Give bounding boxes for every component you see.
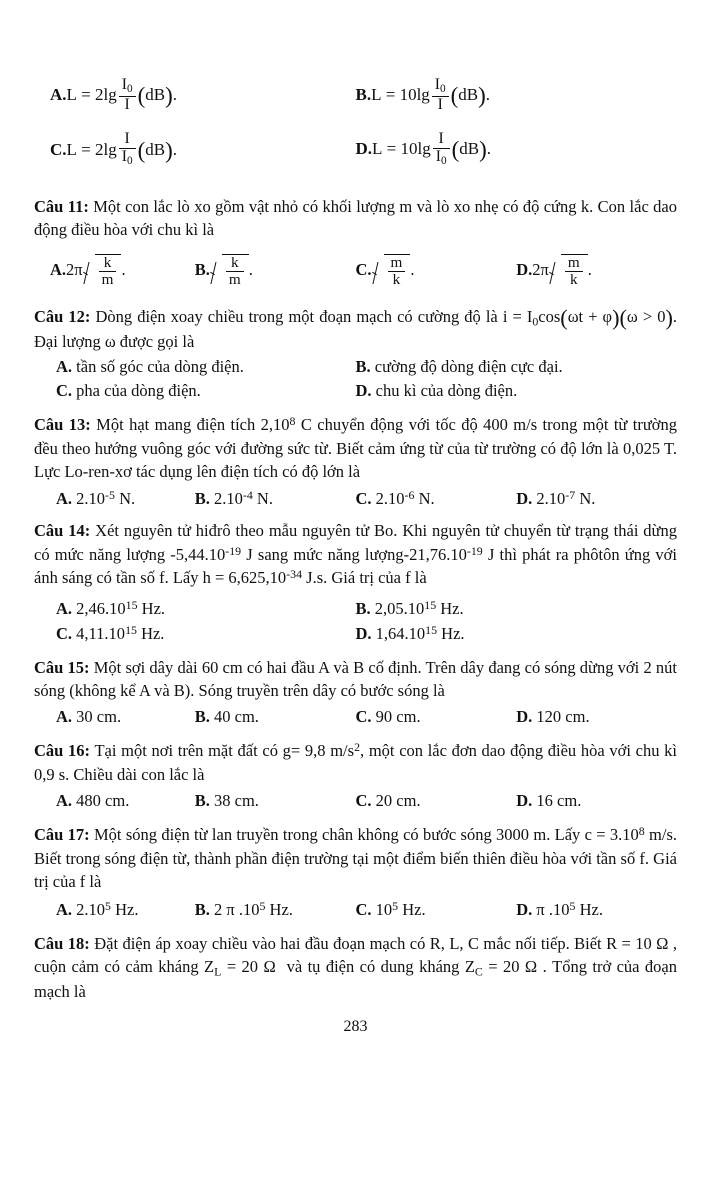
question-16-label: Câu 16: [34, 741, 91, 761]
question-17 [34, 823, 677, 893]
question-13-option-c: C. $2.10^{-6}$ N. [355, 488, 435, 509]
question-17-option-c: C. $10^5$ Hz. [355, 898, 426, 919]
question-14-label: Câu 14: [34, 521, 91, 541]
question-17-option-a: A. 2.10$^5$ Hz. [56, 898, 139, 919]
question-12-text: Dòng điện xoay chiều trong một đoạn mạch có cường độ là $i = I_0\cos(\omega t + \varphi)(\omega > 0)$. Đại lượng ω được gọi là [34, 304, 678, 351]
option-a-top: A.L = 2lg $\frac{I_0}{I}$ (dB). [50, 76, 177, 113]
question-14-options-row1 [34, 598, 677, 619]
question-16-options [34, 791, 677, 811]
question-14-option-d: D. 1,64.10$^{15}$ Hz. [355, 622, 465, 643]
question-14-option-a: A. 2,46.10$^{15}$ Hz. [56, 597, 166, 618]
question-16-option-a: A. 480 cm. [56, 791, 130, 811]
page-number: 283 [343, 1017, 368, 1035]
question-15-label: Câu 15: [34, 657, 90, 677]
question-13-option-a: A. $2.10^{-5}$ N. [56, 488, 136, 509]
question-13 [34, 413, 677, 483]
question-15-option-b: B. 40 cm. [194, 707, 259, 727]
question-13-option-d: D. $2.10^{-7}$ N. [516, 488, 596, 509]
question-14-text: Xét nguyên tử hiđrô theo mẫu nguyên tử Bo. Khi nguyên tử chuyển từ trạng thái dừng có mức năng lượng $-5,44.10^{-19}$ J sang mức năng lượng-$21,76.10^{-19}$ J thì phát ra phôtôn ứng với ánh sáng có tần số f. Lấy $h = 6,625,10^{-34}$ J.s. Giá trị của f là [34, 521, 677, 588]
question-12-option-b: B. cường độ dòng điện cực đại. [355, 357, 563, 377]
question-15-options [34, 707, 677, 727]
question-11-text: Một con lắc lò xo gồm vật nhỏ có khối lượng m và lò xo nhẹ có độ cứng k. Con lắc dao động điều hòa với chu kì là [34, 196, 678, 240]
top-question-options [34, 78, 677, 169]
option-row-ab [34, 78, 677, 114]
question-16-text: Tại một nơi trên mặt đất có g= 9,8 $m/s^2$, một con lắc đơn dao động điều hòa với chu kì 0,9 s. Chiều dài con lắc là [34, 740, 678, 784]
question-15-text: Một sợi dây dài 60 cm có hai đầu A và B cố định. Trên dây đang có sóng dừng với 2 nút sóng (không kể A và B). Sóng truyền trên dây có bước sóng là [34, 657, 677, 700]
question-12-label: Câu 12: [34, 306, 91, 326]
question-12-options-row1 [34, 357, 677, 377]
question-14-option-b: B. 2,05.10$^{15}$ Hz. [355, 597, 464, 618]
question-11-option-d: D.2π $\frac{m}{k}$ . [516, 253, 592, 288]
question-15 [34, 656, 677, 703]
option-row-cd [34, 132, 677, 168]
question-13-text: Một hạt mang điện tích 2,10$^8$ C chuyển động với tốc độ 400 m/s trong một từ trường đều theo hướng vuông góc với đường sức từ. Biết cảm ứng từ của từ trường có độ lớn là 0,025 T. Lực Lo-ren-xơ tác dụng lên điện tích có độ lớn là [34, 414, 677, 481]
question-12-option-a: A. tần số góc của dòng điện. [56, 357, 244, 377]
question-13-options [34, 488, 677, 509]
question-17-options [34, 899, 677, 920]
question-16-option-b: B. 38 cm. [194, 791, 259, 811]
question-13-label: Câu 13: [34, 415, 91, 435]
question-16-option-d: D. 16 cm. [516, 791, 582, 811]
question-13-option-b: B. $2.10^{-4}$ N. [194, 488, 273, 509]
question-15-option-a: A. 30 cm. [56, 707, 122, 727]
question-17-label: Câu 17: [34, 825, 90, 845]
question-18-text: Đặt điện áp xoay chiều vào hai đầu đoạn mạch có R, L, C mắc nối tiếp. Biết R = 10 Ω , cuộn cảm có cảm kháng $Z_L = 20$ Ω và tụ điện có dung kháng $Z_C = 20$ Ω . Tổng trở của đoạn mạch là [34, 933, 678, 1002]
question-11 [34, 195, 677, 242]
option-b-top: B.L = 10lg $\frac{I_0}{I}$ (dB). [355, 76, 491, 113]
question-12-option-d: D. chu kì của dòng điện. [355, 381, 518, 401]
question-17-option-b: B. 2 π $.10^5$ Hz. [194, 898, 293, 919]
question-11-option-c: C. $\frac{m}{k}$ . [355, 253, 415, 288]
question-18-label: Câu 18: [34, 933, 90, 953]
option-c-top: C.L = 2lg $\frac{I}{I_0}$ (dB). [50, 130, 177, 167]
option-d-top: D.L = 10lg $\frac{I}{I_0}$ (dB). [355, 130, 491, 167]
question-11-option-b: B. $\frac{k}{m}$ . [194, 253, 253, 288]
question-17-option-d: D. π $.10^5$ Hz. [516, 898, 603, 919]
question-12-options-row2 [34, 381, 677, 401]
question-16-option-c: C. 20 cm. [355, 791, 421, 811]
question-14 [34, 519, 677, 589]
question-12-option-c: C. pha của dòng điện. [56, 381, 201, 401]
question-11-options [34, 254, 677, 289]
question-15-option-d: D. 120 cm. [516, 707, 590, 727]
question-14-options-row2 [34, 623, 677, 644]
question-16 [34, 739, 677, 786]
question-11-option-a: A.2π $\frac{k}{m}$ . [50, 253, 126, 288]
question-18 [34, 932, 677, 1004]
question-11-label: Câu 11: [34, 196, 89, 216]
question-12 [34, 305, 677, 354]
question-15-option-c: C. 90 cm. [355, 707, 421, 727]
question-17-text: Một sóng điện từ lan truyền trong chân không có bước sóng 3000 m. Lấy $c = 3.10^8$ m/s. Biết trong sóng điện từ, thành phần điện trường tại một điểm biến thiên điều hòa với tần số f. Giá trị của f là [34, 824, 678, 892]
question-14-option-c: C. 4,11.10$^{15}$ Hz. [56, 622, 165, 643]
